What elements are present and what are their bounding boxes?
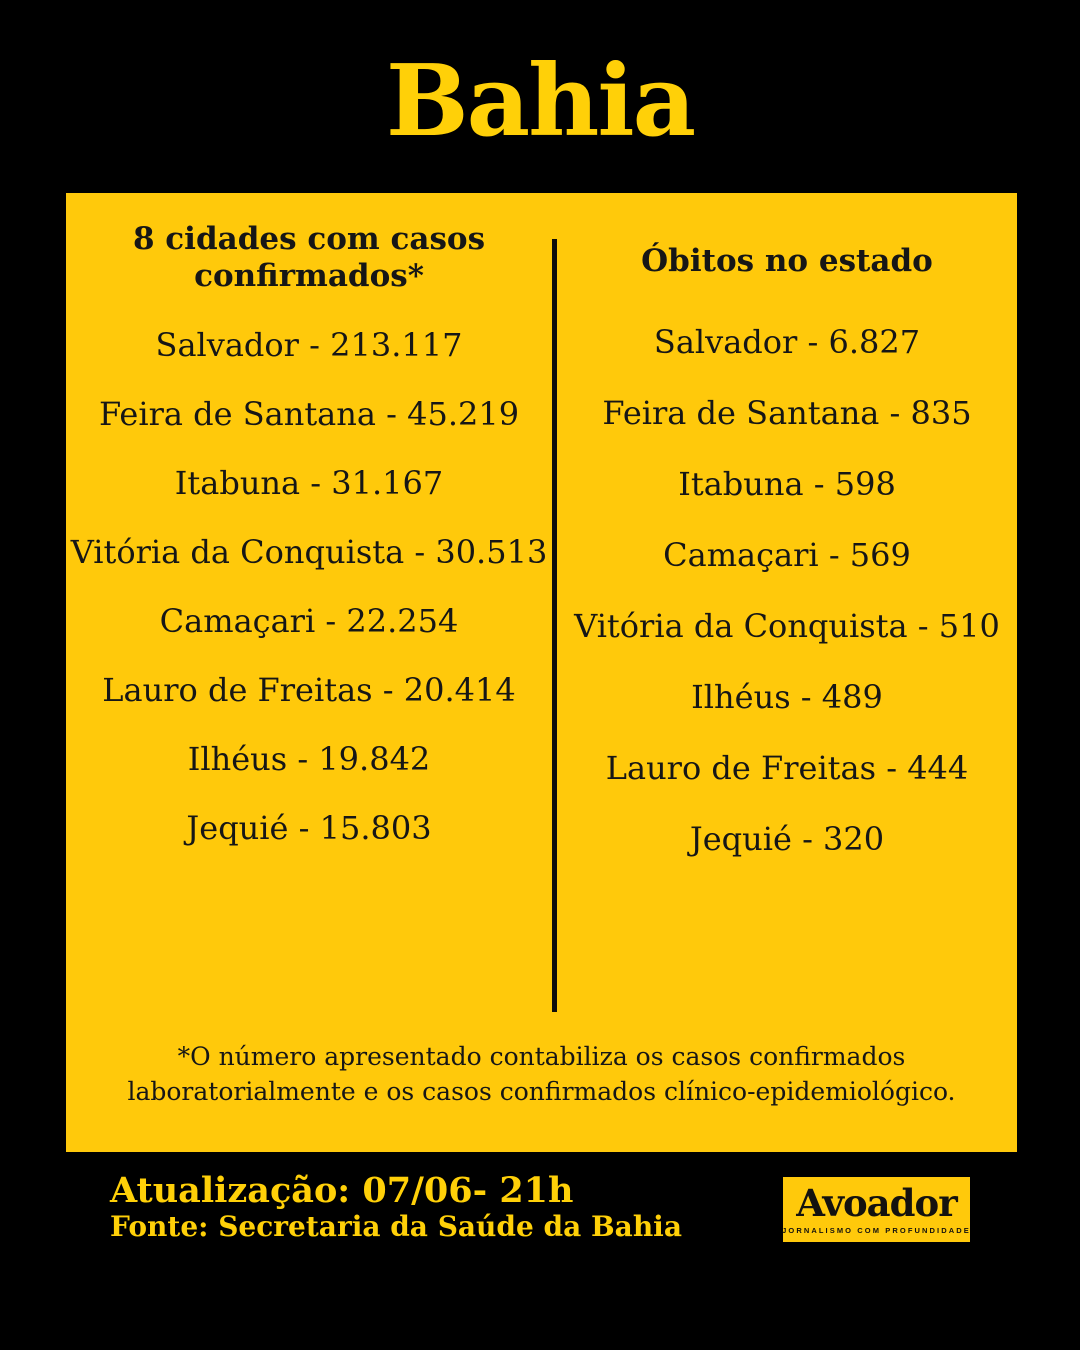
logo-wordmark: Avoador	[796, 1180, 957, 1225]
list-item: Vitória da Conquista - 510	[574, 606, 1000, 645]
list-item: Feira de Santana - 835	[602, 393, 972, 432]
data-card	[66, 193, 1017, 1152]
update-timestamp: Atualização: 07/06- 21h	[110, 1170, 574, 1211]
list-item: Vitória da Conquista - 30.513	[70, 532, 548, 571]
list-item: Ilhéus - 489	[691, 677, 883, 716]
logo-tagline: JORNALISMO COM PROFUNDIDADE	[782, 1225, 971, 1235]
deaths-column	[557, 193, 1017, 1152]
page-title: Bahia	[385, 44, 695, 159]
list-item: Camaçari - 569	[663, 535, 911, 574]
list-item: Ilhéus - 19.842	[187, 739, 431, 778]
list-item: Itabuna - 31.167	[174, 463, 444, 502]
list-item: Lauro de Freitas - 444	[605, 748, 969, 787]
deaths-header: Óbitos no estado	[641, 243, 933, 279]
deaths-list	[557, 306, 1017, 874]
confirmed-cases-column	[66, 193, 552, 1152]
list-item: Camaçari - 22.254	[159, 601, 459, 640]
confirmed-cases-list	[66, 310, 552, 862]
list-item: Salvador - 6.827	[653, 322, 921, 361]
source-credit: Fonte: Secretaria da Saúde da Bahia	[110, 1210, 682, 1243]
footnote-line: *O número apresentado contabiliza os casos confirmados	[177, 1042, 906, 1071]
list-item: Itabuna - 598	[678, 464, 896, 503]
list-item: Feira de Santana - 45.219	[98, 394, 520, 433]
list-item: Jequié - 320	[689, 819, 885, 858]
confirmed-cases-header: 8 cidades com casos confirmados*	[132, 221, 486, 294]
list-item: Jequié - 15.803	[186, 808, 432, 847]
footnote-line: laboratorialmente e os casos confirmados clínico-epidemiológico.	[127, 1077, 956, 1106]
list-item: Salvador - 213.117	[155, 325, 463, 364]
footnote	[66, 1039, 1017, 1109]
avoador-logo	[783, 1177, 970, 1242]
list-item: Lauro de Freitas - 20.414	[102, 670, 516, 709]
